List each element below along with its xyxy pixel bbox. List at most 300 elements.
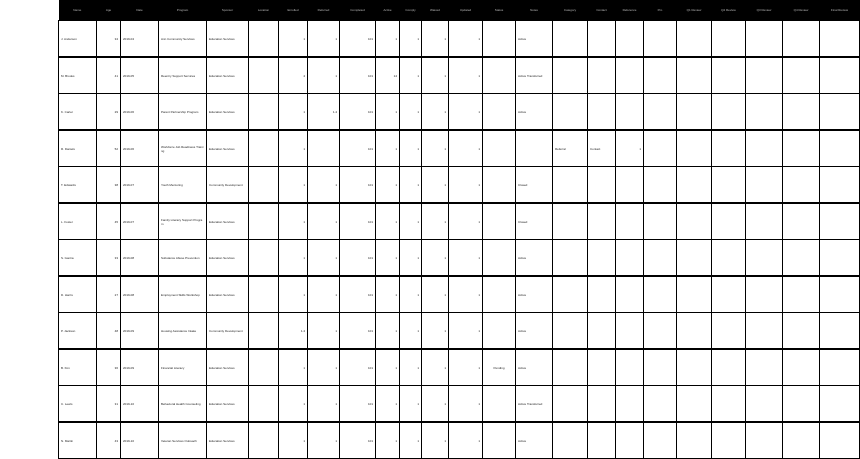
table-cell[interactable]: 101 (340, 276, 376, 313)
table-cell[interactable] (553, 57, 588, 94)
table-cell[interactable]: 1 (279, 349, 308, 386)
table-cell[interactable] (616, 386, 644, 423)
table-cell[interactable] (820, 386, 860, 423)
column-header[interactable]: Sponsor (207, 0, 249, 21)
column-header[interactable]: Waived (422, 0, 449, 21)
table-cell[interactable]: 31 (97, 386, 121, 423)
table-cell[interactable]: 27 (97, 276, 121, 313)
table-cell[interactable] (783, 94, 820, 131)
table-cell[interactable]: 1 (422, 167, 449, 204)
table-cell[interactable]: Community Development (207, 167, 249, 204)
table-cell[interactable] (644, 422, 677, 459)
table-cell[interactable]: Education Services (207, 276, 249, 313)
table-cell[interactable]: 1 (422, 349, 449, 386)
table-cell[interactable] (677, 57, 712, 94)
table-cell[interactable]: 2019-05 (121, 57, 159, 94)
table-cell[interactable]: R. Daniels (59, 130, 97, 167)
table-cell[interactable] (746, 94, 783, 131)
table-cell[interactable]: 43 (97, 422, 121, 459)
table-cell[interactable] (249, 276, 279, 313)
table-cell[interactable]: 1 (279, 240, 308, 277)
table-cell[interactable]: J. Anderson (59, 21, 97, 58)
table-cell[interactable]: 1 (449, 240, 483, 277)
column-header[interactable]: Updated (449, 0, 483, 21)
table-cell[interactable] (308, 130, 340, 167)
table-cell[interactable]: 1 (422, 313, 449, 350)
table-cell[interactable]: Education Services (207, 349, 249, 386)
table-cell[interactable] (677, 203, 712, 240)
table-cell[interactable]: 101 (340, 57, 376, 94)
table-cell[interactable]: 48 (97, 313, 121, 350)
table-cell[interactable] (553, 386, 588, 423)
table-cell[interactable]: Reentry Support Services (159, 57, 207, 94)
table-cell[interactable] (783, 422, 820, 459)
table-cell[interactable]: P. Jackson (59, 313, 97, 350)
table-cell[interactable]: Education Services (207, 203, 249, 240)
table-cell[interactable]: 1 (422, 21, 449, 58)
table-cell[interactable]: 101 (340, 422, 376, 459)
table-cell[interactable]: 1.4 (308, 94, 340, 131)
table-cell[interactable]: 2019-04 (121, 21, 159, 58)
table-cell[interactable] (820, 422, 860, 459)
table-cell[interactable] (746, 130, 783, 167)
table-cell[interactable]: 38 (97, 167, 121, 204)
table-cell[interactable] (712, 21, 746, 58)
table-cell[interactable] (712, 57, 746, 94)
table-cell[interactable]: Education Services (207, 422, 249, 459)
table-cell[interactable] (644, 94, 677, 131)
table-cell[interactable] (712, 130, 746, 167)
table-cell[interactable] (783, 386, 820, 423)
table-cell[interactable] (820, 240, 860, 277)
table-cell[interactable]: Education Services (207, 94, 249, 131)
table-cell[interactable]: 33 (97, 240, 121, 277)
column-header[interactable]: Enrolled (279, 0, 308, 21)
table-cell[interactable]: 1 (279, 130, 308, 167)
table-cell[interactable]: 1 (400, 203, 422, 240)
table-cell[interactable]: Active (516, 276, 553, 313)
table-cell[interactable] (249, 203, 279, 240)
table-cell[interactable] (588, 422, 616, 459)
table-cell[interactable] (644, 57, 677, 94)
table-cell[interactable]: 1 (308, 276, 340, 313)
table-cell[interactable]: Education Services (207, 386, 249, 423)
table-cell[interactable] (249, 130, 279, 167)
table-cell[interactable] (588, 21, 616, 58)
table-cell[interactable] (553, 94, 588, 131)
table-cell[interactable]: 1 (376, 313, 400, 350)
table-cell[interactable]: Active Transferred (516, 386, 553, 423)
table-cell[interactable] (553, 422, 588, 459)
table-cell[interactable]: 1 (449, 422, 483, 459)
table-cell[interactable] (644, 386, 677, 423)
table-cell[interactable]: 1 (422, 130, 449, 167)
table-cell[interactable] (677, 240, 712, 277)
table-cell[interactable] (820, 57, 860, 94)
table-cell[interactable]: 4 (279, 57, 308, 94)
table-cell[interactable] (820, 276, 860, 313)
table-cell[interactable] (746, 422, 783, 459)
table-cell[interactable]: Active (516, 313, 553, 350)
table-cell[interactable] (483, 276, 516, 313)
table-cell[interactable]: 1 (449, 313, 483, 350)
table-cell[interactable] (483, 313, 516, 350)
table-cell[interactable]: Active (516, 422, 553, 459)
table-cell[interactable]: 1 (400, 94, 422, 131)
table-cell[interactable] (249, 94, 279, 131)
table-cell[interactable]: 1 (449, 21, 483, 58)
table-cell[interactable] (783, 130, 820, 167)
table-cell[interactable]: 1 (449, 386, 483, 423)
table-cell[interactable]: Pending (483, 349, 516, 386)
table-cell[interactable] (249, 240, 279, 277)
table-cell[interactable]: L. Foster (59, 203, 97, 240)
table-cell[interactable]: 1 (400, 422, 422, 459)
table-cell[interactable] (677, 167, 712, 204)
table-cell[interactable]: 1 (449, 276, 483, 313)
table-cell[interactable] (820, 21, 860, 58)
table-cell[interactable] (588, 167, 616, 204)
table-cell[interactable]: 1 (400, 130, 422, 167)
table-cell[interactable]: 1 (279, 276, 308, 313)
table-cell[interactable]: 1 (422, 422, 449, 459)
table-cell[interactable]: 1 (279, 422, 308, 459)
table-cell[interactable]: 1 (449, 349, 483, 386)
table-cell[interactable] (746, 386, 783, 423)
table-cell[interactable] (820, 94, 860, 131)
table-cell[interactable] (644, 313, 677, 350)
table-cell[interactable]: 2019-08 (121, 240, 159, 277)
table-cell[interactable] (644, 203, 677, 240)
column-header[interactable]: Name (59, 0, 97, 21)
table-cell[interactable] (616, 203, 644, 240)
table-cell[interactable] (588, 203, 616, 240)
table-cell[interactable]: Closed (516, 167, 553, 204)
table-cell[interactable]: 1 (422, 94, 449, 131)
table-cell[interactable]: 1 (308, 203, 340, 240)
table-cell[interactable] (677, 386, 712, 423)
column-header[interactable]: Notes (516, 0, 553, 21)
table-cell[interactable] (553, 203, 588, 240)
table-cell[interactable]: 1 (400, 21, 422, 58)
column-header[interactable]: Referred (308, 0, 340, 21)
table-cell[interactable]: 2019-08 (121, 276, 159, 313)
table-cell[interactable]: 34 (97, 21, 121, 58)
table-cell[interactable]: 1 (422, 57, 449, 94)
table-cell[interactable]: 1 (308, 240, 340, 277)
table-cell[interactable]: 1 (279, 386, 308, 423)
table-cell[interactable]: 45 (97, 203, 121, 240)
table-cell[interactable] (483, 94, 516, 131)
table-cell[interactable]: 1 (376, 240, 400, 277)
table-cell[interactable] (644, 349, 677, 386)
table-cell[interactable] (249, 313, 279, 350)
table-cell[interactable] (616, 313, 644, 350)
table-cell[interactable] (588, 313, 616, 350)
table-cell[interactable] (483, 130, 516, 167)
table-cell[interactable] (712, 167, 746, 204)
table-cell[interactable]: 1 (422, 240, 449, 277)
table-cell[interactable] (783, 240, 820, 277)
table-cell[interactable] (820, 167, 860, 204)
table-cell[interactable] (553, 240, 588, 277)
table-cell[interactable] (553, 276, 588, 313)
table-cell[interactable]: 101 (340, 349, 376, 386)
table-cell[interactable]: Community Development (207, 313, 249, 350)
table-cell[interactable] (677, 349, 712, 386)
table-cell[interactable]: 2019-07 (121, 203, 159, 240)
table-cell[interactable]: Active (516, 94, 553, 131)
table-cell[interactable]: Active Transferred (516, 57, 553, 94)
table-cell[interactable]: 2019-10 (121, 422, 159, 459)
table-cell[interactable] (249, 57, 279, 94)
column-header[interactable]: Age (97, 0, 121, 21)
table-cell[interactable]: 1 (376, 21, 400, 58)
table-cell[interactable]: T. Edwards (59, 167, 97, 204)
table-cell[interactable] (249, 386, 279, 423)
table-cell[interactable] (783, 57, 820, 94)
table-cell[interactable]: 1 (449, 203, 483, 240)
table-cell[interactable]: 1 (308, 349, 340, 386)
table-cell[interactable]: 1 (308, 313, 340, 350)
table-cell[interactable]: 1 (279, 203, 308, 240)
table-cell[interactable] (249, 21, 279, 58)
table-cell[interactable]: D. Harris (59, 276, 97, 313)
table-cell[interactable] (553, 21, 588, 58)
table-cell[interactable] (616, 21, 644, 58)
column-header[interactable]: Program (159, 0, 207, 21)
table-cell[interactable]: Behavioral Health Counseling (159, 386, 207, 423)
column-header[interactable]: Category (553, 0, 588, 21)
column-header[interactable]: Completed (340, 0, 376, 21)
table-cell[interactable]: Education Services (207, 130, 249, 167)
table-cell[interactable] (483, 240, 516, 277)
table-cell[interactable]: 1 (279, 167, 308, 204)
table-cell[interactable]: Contact (588, 130, 616, 167)
table-cell[interactable]: 41 (97, 57, 121, 94)
table-cell[interactable]: 1 (308, 422, 340, 459)
table-cell[interactable] (712, 386, 746, 423)
table-cell[interactable]: C. Lewis (59, 386, 97, 423)
table-cell[interactable]: 101 (340, 94, 376, 131)
table-cell[interactable] (746, 203, 783, 240)
table-cell[interactable]: 1 (400, 240, 422, 277)
column-header[interactable]: Q2 Review (712, 0, 746, 21)
table-cell[interactable]: S. Garcia (59, 240, 97, 277)
table-cell[interactable] (553, 167, 588, 204)
table-cell[interactable] (820, 313, 860, 350)
table-cell[interactable]: 1 (308, 167, 340, 204)
table-cell[interactable]: N. Martin (59, 422, 97, 459)
column-header[interactable]: Reference (616, 0, 644, 21)
table-cell[interactable]: Closed (516, 203, 553, 240)
table-cell[interactable] (677, 21, 712, 58)
table-cell[interactable]: 1 (400, 276, 422, 313)
table-cell[interactable] (249, 349, 279, 386)
table-cell[interactable]: 2019-09 (121, 313, 159, 350)
table-cell[interactable]: 1 (376, 349, 400, 386)
table-cell[interactable] (820, 203, 860, 240)
table-cell[interactable] (616, 240, 644, 277)
table-cell[interactable]: 101 (340, 240, 376, 277)
table-cell[interactable]: 1 (449, 167, 483, 204)
table-cell[interactable]: 1 (449, 94, 483, 131)
column-header[interactable]: Location (249, 0, 279, 21)
table-cell[interactable] (483, 57, 516, 94)
column-header[interactable]: Date (121, 0, 159, 21)
table-cell[interactable]: Education Services (207, 240, 249, 277)
table-cell[interactable]: 1 (279, 94, 308, 131)
table-cell[interactable] (616, 349, 644, 386)
table-cell[interactable]: 1 (422, 203, 449, 240)
table-cell[interactable] (483, 21, 516, 58)
table-cell[interactable]: 2019-06 (121, 130, 159, 167)
table-cell[interactable]: Family Literacy Support Program (159, 203, 207, 240)
table-cell[interactable]: Employment Skills Workshop (159, 276, 207, 313)
table-cell[interactable]: 1.4 (279, 313, 308, 350)
table-cell[interactable] (644, 130, 677, 167)
table-cell[interactable] (644, 21, 677, 58)
table-cell[interactable]: M. Brooks (59, 57, 97, 94)
table-cell[interactable]: Education Services (207, 21, 249, 58)
table-cell[interactable]: 101 (340, 203, 376, 240)
table-cell[interactable]: Active (516, 240, 553, 277)
table-cell[interactable]: Active (516, 349, 553, 386)
table-cell[interactable]: 1 (376, 422, 400, 459)
table-cell[interactable]: Active (516, 21, 553, 58)
table-cell[interactable] (712, 94, 746, 131)
table-cell[interactable]: Ann Community Services (159, 21, 207, 58)
table-cell[interactable] (712, 203, 746, 240)
table-cell[interactable] (516, 130, 553, 167)
table-cell[interactable]: K. Carter (59, 94, 97, 131)
table-cell[interactable] (553, 349, 588, 386)
table-cell[interactable] (483, 203, 516, 240)
table-cell[interactable] (616, 57, 644, 94)
table-cell[interactable] (712, 422, 746, 459)
table-cell[interactable] (746, 313, 783, 350)
table-cell[interactable] (712, 240, 746, 277)
table-cell[interactable]: Substance Abuse Prevention (159, 240, 207, 277)
table-cell[interactable] (783, 21, 820, 58)
table-cell[interactable]: Workforce Job Readiness Training (159, 130, 207, 167)
table-cell[interactable] (644, 167, 677, 204)
table-cell[interactable]: 1 (376, 94, 400, 131)
table-cell[interactable] (249, 422, 279, 459)
table-cell[interactable] (249, 167, 279, 204)
table-cell[interactable]: 1 (376, 130, 400, 167)
table-cell[interactable]: 2019-06 (121, 94, 159, 131)
column-header[interactable]: Status (483, 0, 516, 21)
table-cell[interactable]: 1 (279, 21, 308, 58)
table-cell[interactable]: 1 (449, 57, 483, 94)
table-cell[interactable] (588, 57, 616, 94)
table-cell[interactable] (712, 313, 746, 350)
table-cell[interactable]: 101 (340, 313, 376, 350)
table-cell[interactable]: Financial Literacy (159, 349, 207, 386)
table-cell[interactable] (746, 167, 783, 204)
table-cell[interactable]: 1 (376, 167, 400, 204)
column-header[interactable]: Final Review (820, 0, 860, 21)
table-cell[interactable]: 1 (422, 386, 449, 423)
table-cell[interactable]: Referral (553, 130, 588, 167)
table-cell[interactable] (588, 240, 616, 277)
table-cell[interactable] (644, 276, 677, 313)
table-cell[interactable] (783, 167, 820, 204)
table-cell[interactable]: 1 (400, 386, 422, 423)
table-cell[interactable] (644, 240, 677, 277)
table-cell[interactable] (677, 422, 712, 459)
table-cell[interactable] (588, 276, 616, 313)
table-cell[interactable]: Housing Assistance Intake (159, 313, 207, 350)
table-cell[interactable] (746, 21, 783, 58)
table-cell[interactable]: 1 (308, 386, 340, 423)
table-cell[interactable] (483, 386, 516, 423)
table-cell[interactable]: 36 (97, 349, 121, 386)
table-cell[interactable]: 1 (400, 167, 422, 204)
table-cell[interactable] (553, 313, 588, 350)
table-cell[interactable]: 101 (340, 130, 376, 167)
table-cell[interactable] (483, 422, 516, 459)
table-cell[interactable] (746, 240, 783, 277)
table-cell[interactable]: 2019-07 (121, 167, 159, 204)
table-cell[interactable]: 1 (449, 130, 483, 167)
column-header[interactable]: Q3 Review (746, 0, 783, 21)
table-cell[interactable]: Parent Partnership Program (159, 94, 207, 131)
table-cell[interactable]: 2019-10 (121, 386, 159, 423)
table-cell[interactable] (820, 130, 860, 167)
table-cell[interactable] (820, 349, 860, 386)
table-cell[interactable]: 1 (376, 276, 400, 313)
table-cell[interactable] (616, 167, 644, 204)
column-header[interactable]: Q1 Review (677, 0, 712, 21)
table-cell[interactable] (746, 349, 783, 386)
table-cell[interactable] (588, 386, 616, 423)
table-cell[interactable] (783, 313, 820, 350)
table-cell[interactable] (616, 94, 644, 131)
table-cell[interactable]: 1 (616, 130, 644, 167)
table-cell[interactable]: Education Services (207, 57, 249, 94)
table-cell[interactable]: 14 (376, 57, 400, 94)
table-cell[interactable] (588, 94, 616, 131)
table-cell[interactable]: 52 (97, 130, 121, 167)
table-cell[interactable]: 2019-09 (121, 349, 159, 386)
table-cell[interactable] (588, 349, 616, 386)
table-cell[interactable]: Youth Mentoring (159, 167, 207, 204)
table-cell[interactable]: 101 (340, 21, 376, 58)
table-cell[interactable]: Veteran Services Outreach (159, 422, 207, 459)
table-cell[interactable] (746, 57, 783, 94)
table-cell[interactable] (783, 203, 820, 240)
column-header[interactable]: Q4 Review (783, 0, 820, 21)
table-cell[interactable]: B. Kim (59, 349, 97, 386)
table-cell[interactable] (677, 276, 712, 313)
column-header[interactable]: Contact (588, 0, 616, 21)
table-cell[interactable] (616, 276, 644, 313)
table-cell[interactable] (712, 349, 746, 386)
table-cell[interactable]: 29 (97, 94, 121, 131)
table-cell[interactable] (616, 422, 644, 459)
table-cell[interactable] (712, 276, 746, 313)
table-cell[interactable] (483, 167, 516, 204)
table-cell[interactable]: 101 (340, 167, 376, 204)
table-cell[interactable]: 1 (376, 203, 400, 240)
table-cell[interactable]: 1 (376, 386, 400, 423)
table-cell[interactable]: 1 (400, 349, 422, 386)
table-cell[interactable]: 1 (308, 57, 340, 94)
table-cell[interactable] (783, 276, 820, 313)
table-cell[interactable] (677, 313, 712, 350)
